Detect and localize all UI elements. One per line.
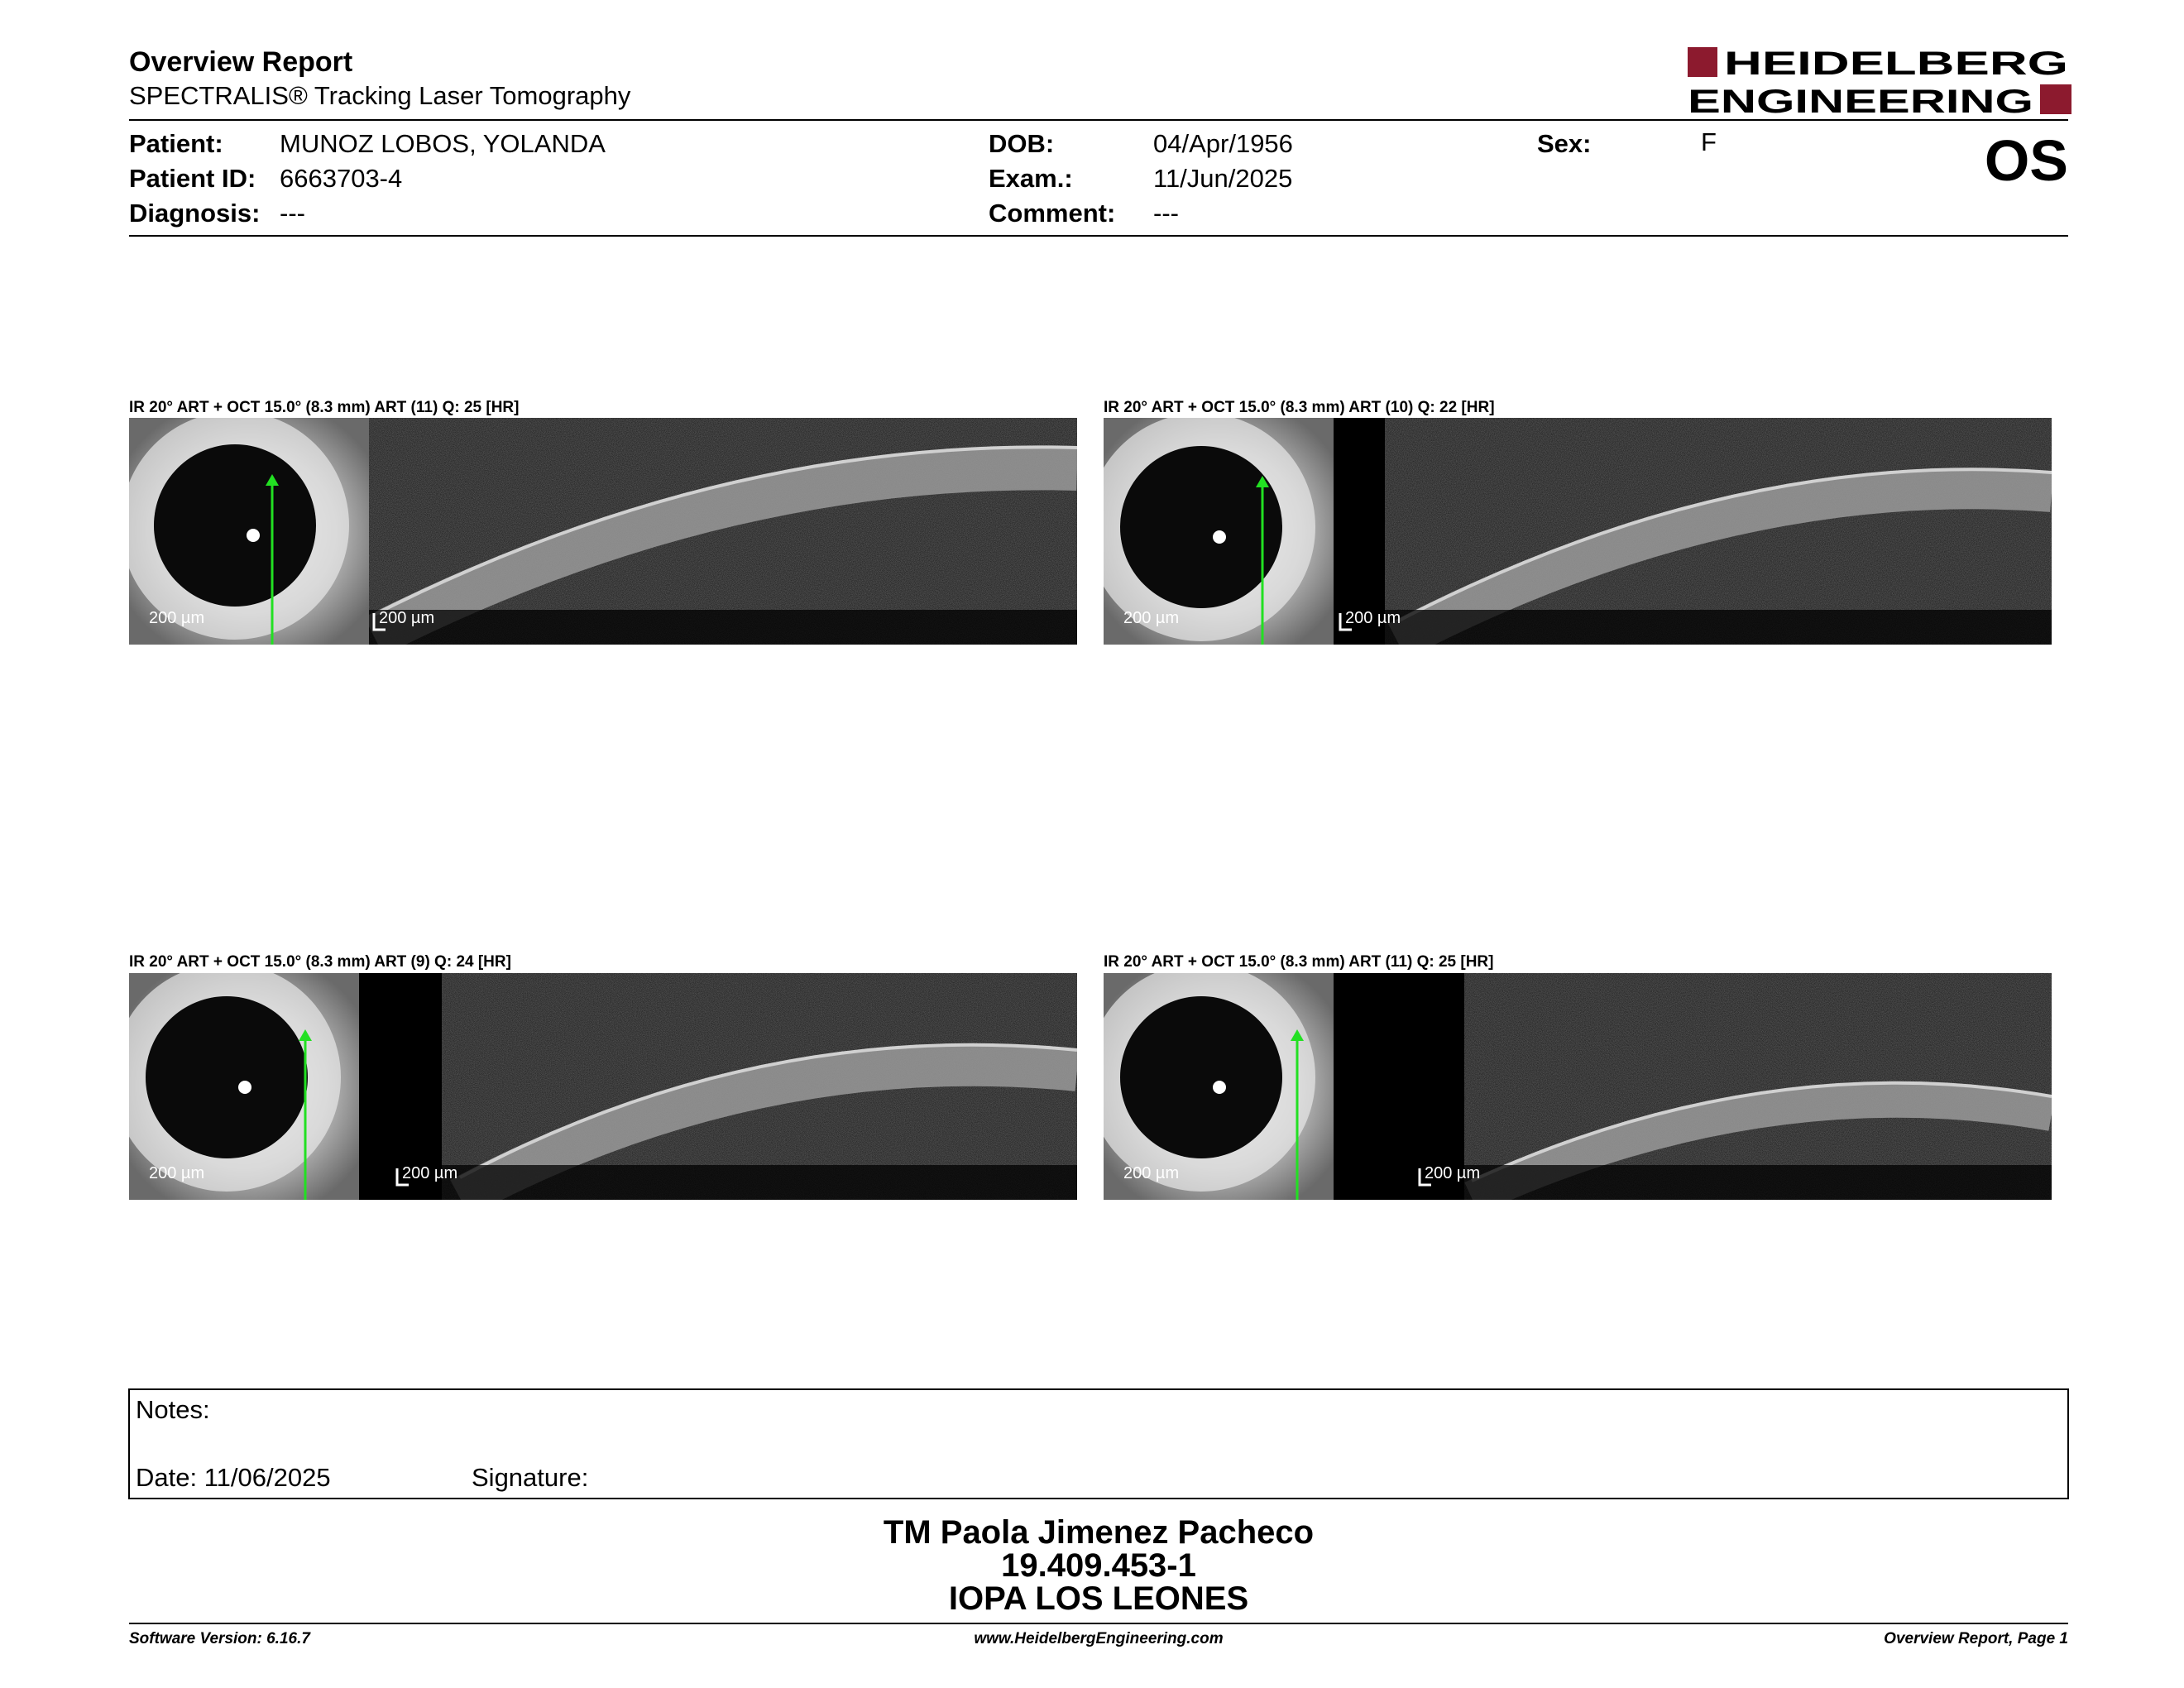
patient-label: Patient:: [129, 129, 223, 158]
scan-label: IR 20° ART + OCT 15.0° (8.3 mm) ART (9) Q: 24 [HR]: [129, 953, 511, 971]
scan-label: IR 20° ART + OCT 15.0° (8.3 mm) ART (11) Q: 25 [HR]: [1104, 953, 1494, 971]
scan-graphic: [129, 973, 1077, 1200]
signer-name: TM Paola Jimenez Pacheco: [883, 1514, 1315, 1551]
oct-scan-panel: [1104, 973, 2052, 1200]
report-subtitle: SPECTRALIS® Tracking Laser Tomography: [129, 81, 631, 110]
patient-id: 6663703-4: [280, 164, 403, 193]
diagnosis-value: ---: [280, 199, 305, 228]
comment-value: ---: [1153, 199, 1179, 228]
scan-graphic: [129, 418, 1077, 645]
report-title: Overview Report: [129, 46, 353, 78]
page-number: Overview Report, Page 1: [1884, 1630, 2068, 1647]
sex-label: Sex:: [1537, 129, 1592, 158]
patient-divider: [129, 235, 2068, 237]
ir-scale-label: 200 µm: [1123, 609, 1180, 627]
pupil: [146, 996, 308, 1158]
signature-label: Signature:: [472, 1463, 589, 1492]
diagnosis-label: Diagnosis:: [129, 199, 261, 228]
scan-graphic: [1104, 418, 2052, 645]
eye-indicator: OS: [1984, 128, 2068, 193]
logo-line1: HEIDELBERG: [1724, 46, 2068, 82]
oct-scale-label: 200 µm: [1425, 1164, 1481, 1182]
oct-scan-panel: [1104, 418, 2052, 645]
notes-label: Notes:: [136, 1395, 210, 1424]
oct-scale-label: 200 µm: [379, 609, 435, 627]
dob-label: DOB:: [989, 129, 1055, 158]
software-version: Software Version: 6.16.7: [129, 1630, 310, 1647]
ir-scale-label: 200 µm: [149, 609, 205, 627]
ir-scale-label: 200 µm: [1123, 1164, 1180, 1182]
exam-label: Exam.:: [989, 164, 1073, 193]
scan-label: IR 20° ART + OCT 15.0° (8.3 mm) ART (11) Q: 25 [HR]: [129, 399, 520, 416]
patient-name: MUNOZ LOBOS, YOLANDA: [280, 129, 606, 158]
oct-scan-panel: [129, 973, 1077, 1200]
pupil: [154, 444, 316, 607]
logo-line2: ENGINEERING: [1688, 84, 2033, 116]
website: www.HeidelbergEngineering.com: [974, 1630, 1224, 1647]
scan-graphic: [1104, 973, 2052, 1200]
exam-value: 11/Jun/2025: [1153, 164, 1293, 193]
comment-label: Comment:: [989, 199, 1116, 228]
date-label: Date: 11/06/2025: [136, 1463, 331, 1492]
oct-scan-panel: [129, 418, 1077, 645]
patient-id-label: Patient ID:: [129, 164, 256, 193]
heidelberg-engineering-logo: [1688, 46, 2071, 116]
oct-scale-label: 200 µm: [402, 1164, 458, 1182]
pupil: [1120, 446, 1282, 608]
signer-rut: 19.409.453-1: [1001, 1547, 1196, 1584]
signer-institution: IOPA LOS LEONES: [948, 1580, 1249, 1617]
header-divider: [129, 119, 2068, 121]
scan-label: IR 20° ART + OCT 15.0° (8.3 mm) ART (10) Q: 22 [HR]: [1104, 399, 1495, 416]
pupil: [1120, 996, 1282, 1158]
oct-scale-label: 200 µm: [1345, 609, 1401, 627]
notes-box: [128, 1388, 2069, 1499]
footer-divider: [129, 1623, 2068, 1624]
sex-value: F: [1701, 127, 1717, 156]
dob-value: 04/Apr/1956: [1153, 129, 1293, 158]
ir-scale-label: 200 µm: [149, 1164, 205, 1182]
